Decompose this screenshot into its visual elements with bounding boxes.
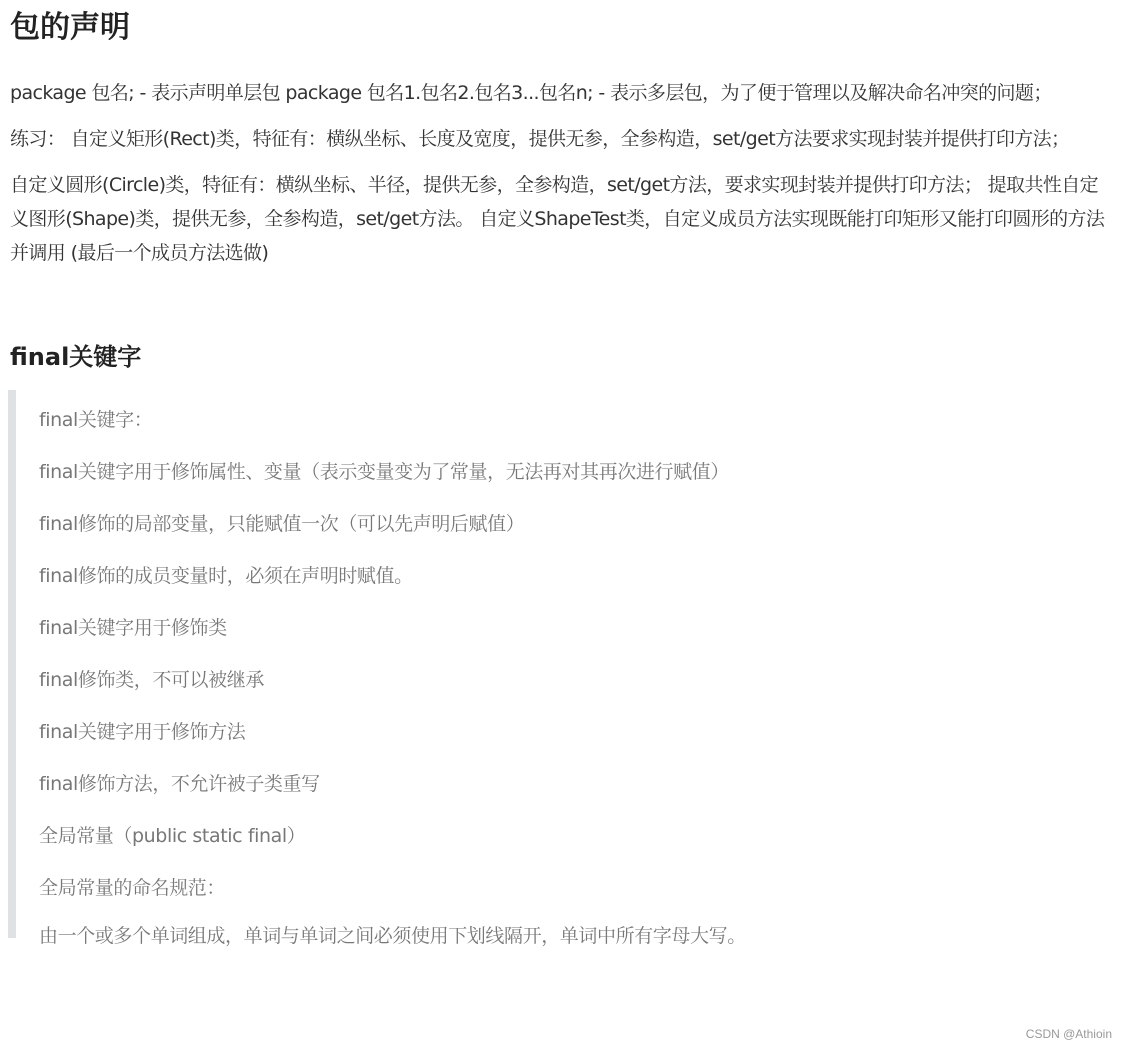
- quote-line: final修饰的成员变量时，必须在声明时赋值。: [39, 565, 413, 587]
- quote-line: 全局常量（public static final）: [39, 825, 306, 847]
- watermark-csdn: CSDN @Athioin: [1025, 1027, 1112, 1041]
- quote-line: final修饰的局部变量，只能赋值一次（可以先声明后赋值）: [39, 513, 525, 535]
- quote-line: final关键字用于修饰属性、变量（表示变量变为了常量，无法再对其再次进行赋值）: [39, 461, 729, 483]
- quote-line: final关键字：: [39, 409, 153, 431]
- quote-line: 由一个或多个单词组成，单词与单词之间必须使用下划线隔开，单词中所有字母大写。: [39, 925, 746, 947]
- section-title-final: final关键字: [10, 343, 142, 371]
- quote-line: final修饰类，不可以被继承: [39, 669, 264, 691]
- blockquote-final-notes: [8, 390, 1108, 947]
- quote-line: final修饰方法，不允许被子类重写: [39, 773, 320, 795]
- section-title-package: 包的声明: [10, 10, 130, 45]
- article-body: [10, 0, 1115, 947]
- paragraph-package-declaration: package 包名; - 表示声明单层包 package 包名1.包名2.包名3...包名n; - 表示多层包，为了便于管理以及解决命名冲突的问题；: [10, 82, 1052, 104]
- paragraph-circle-exercise: 自定义圆形(Circle)类，特征有：横纵坐标、半径，提供无参，全参构造，set/get方法，要求实现封装并提供打印方法； 提取共性自定义图形(Shape)类，提供无参，全参构造，set/get方法。 自定义ShapeTest类，自定义成员方法实现既能打印矩形又能打印圆形的方法并调用 (最后一个成员方法选做): [10, 174, 1105, 264]
- quote-line: 全局常量的命名规范：: [39, 877, 226, 899]
- quote-line: final关键字用于修饰方法: [39, 721, 246, 743]
- quote-line: final关键字用于修饰类: [39, 617, 227, 639]
- paragraph-rect-exercise: 练习： 自定义矩形(Rect)类，特征有：横纵坐标、长度及宽度，提供无参，全参构造，set/get方法要求实现封装并提供打印方法；: [10, 128, 1070, 150]
